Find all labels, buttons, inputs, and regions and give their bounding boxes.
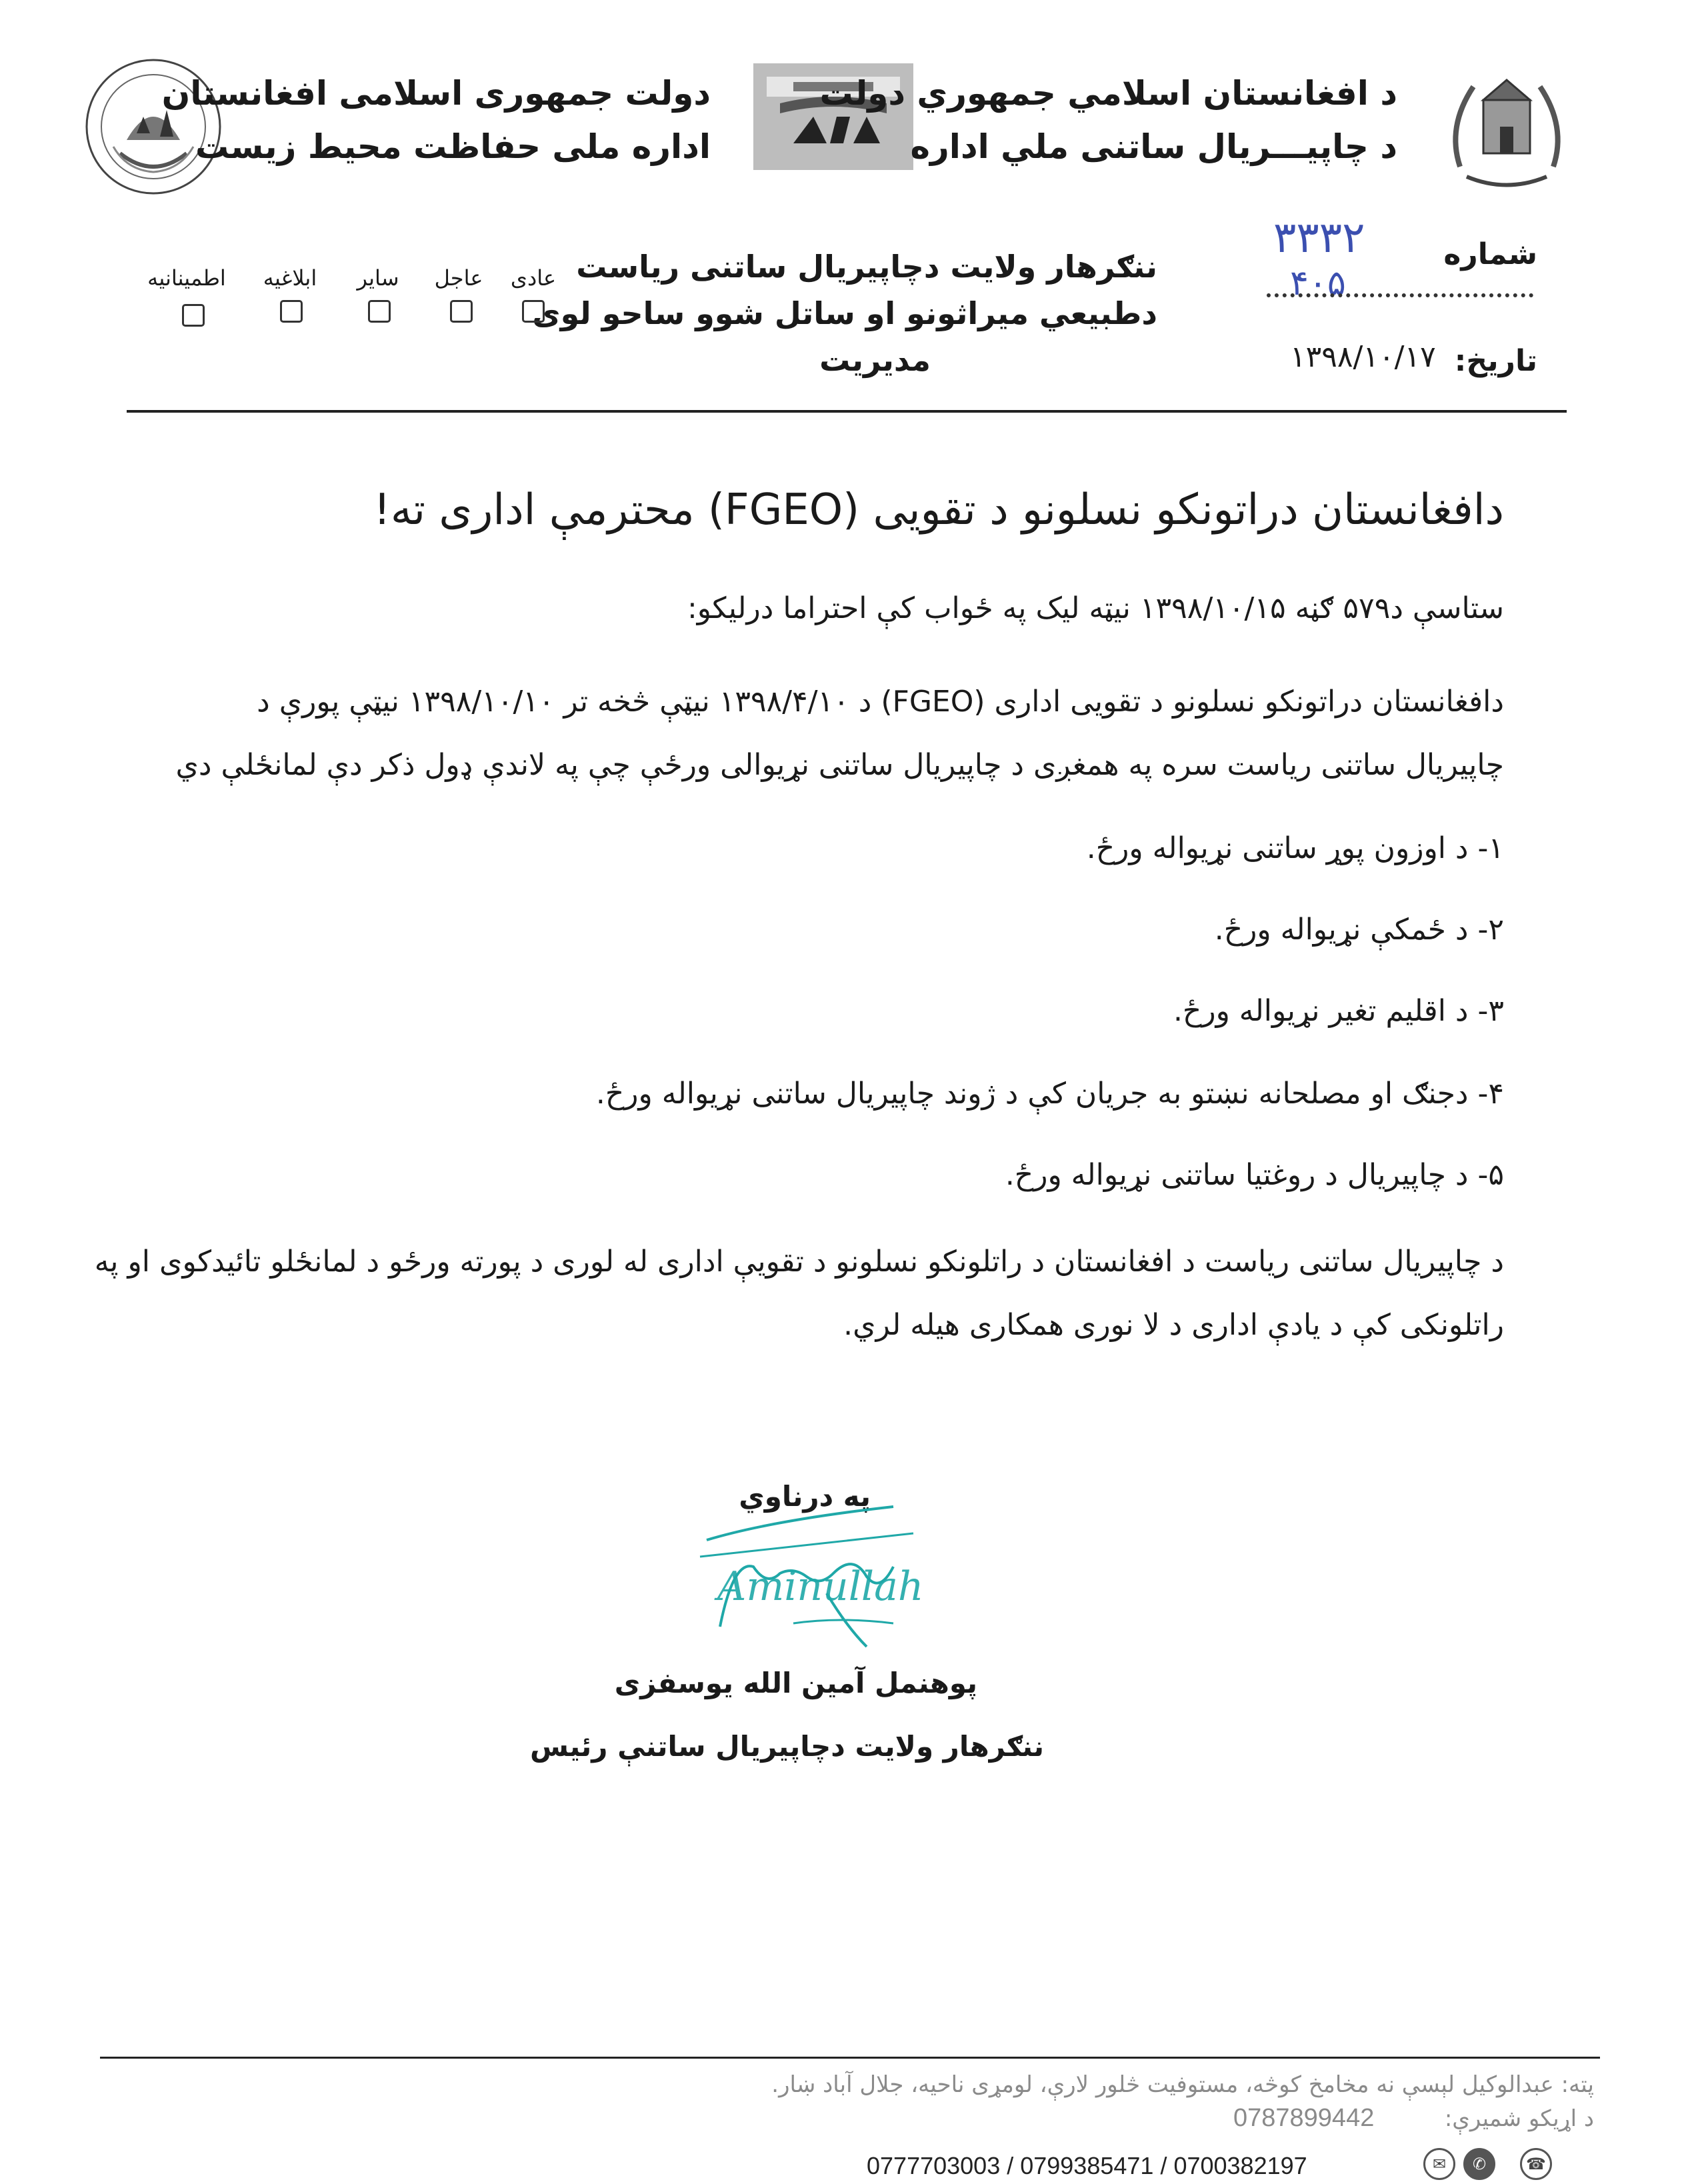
date-value: ۱۳۹۸/۱۰/۱۷ [1290,340,1436,374]
footer-address: پته: عبدالوکیل لېسې نه مخامخ کوڅه، مستوفیت څلور لارې، لومړی ناحیه، جلال آباد ښار. [771,2071,1594,2098]
list-item-2: ۲- د ځمکې نړیواله ورځ. [1214,913,1504,947]
priority-label-urgent: عاجل [434,265,483,291]
date-label: تاریخ: [1454,344,1537,378]
signature-text: Aminullah [717,1563,924,1610]
paragraph1-line2: چاپیریال ساتنی ریاست سره په همغږی د چاپیریال ساتنی نړیوالی ورځې چې په لاندې ډول ذکر دې لمانځلې دي [175,748,1504,782]
closing-line1: د چاپیریال ساتنی ریاست د افغانستان د راتلونکو نسلونو د تقویې اداری له لوری د پورته ورځو د لمانځلو تائیدکوی او په [94,1245,1504,1279]
recipient-line1: ننګرهار ولایت دچاپیریال ساتنی ریاست [576,249,1157,285]
closing-line2: راتلونکی کې د یادې اداری د لا نوری همکاری هیله لري. [843,1308,1504,1342]
priority-checkbox-other[interactable] [368,300,391,323]
footer-phone-numbers: 0777703003 / 0799385471 / 0700382197 [867,2152,1307,2179]
footer-contact-label: د اړیکو شمیرې: [1444,2105,1594,2132]
recipient-line3: مدیریت [819,342,931,378]
letter-heading: دافغانستان دراتونکو نسلونو د تقویی (FGEO) محترمې اداری ته! [373,485,1504,535]
message-icon: ✉ [1423,2148,1455,2180]
footer-divider [100,2057,1600,2059]
list-item-3: ۳- د اقلیم تغیر نړیواله ورځ. [1173,994,1504,1028]
priority-checkbox-assurance[interactable] [182,304,205,327]
header-right-line1: د افغانستان اسلامي جمهوري دولت [819,74,1397,113]
reference-line: ستاسې د۵۷۹ ګڼه ۱۳۹۸/۱۰/۱۵ نیټه لیک په ځواب کې احتراما درلیکو: [687,591,1504,625]
footer-contact-number: 0787899442 [1233,2104,1375,2132]
phone-icon: ☎ [1520,2148,1552,2180]
priority-label-assurance: اطمینانیه [147,265,226,291]
priority-checkbox-normal[interactable] [522,300,545,323]
afghanistan-national-emblem [1433,53,1580,200]
list-item-1: ۱- د اوزون پوړ ساتنی نړیواله ورځ. [1086,831,1504,865]
priority-checkbox-notice[interactable] [280,300,303,323]
priority-label-notice: ابلاغیه [263,265,317,291]
whatsapp-icon: ✆ [1463,2148,1495,2180]
handwritten-signature [693,1493,947,1653]
number-dotted-line [1267,293,1533,297]
header-right-line2: د چاپیـــریال ساتنی ملي اداره [910,127,1397,166]
list-item-5: ۵- د چاپیریال د روغتیا ساتنی نړیواله ورځ. [1005,1158,1504,1192]
signatory-name: پوهنمل آمین الله یوسفزی [614,1667,977,1699]
priority-label-other: سایر [357,265,399,291]
header-divider [127,410,1567,413]
header-left-line1: دولت جمهوری اسلامی افغانستان [161,74,711,113]
recipient-line2: دطبیعي میراثونو او ساتل شوو ساحو لوی [532,295,1157,331]
list-item-4: ۴- دجنګ او مصلحانه نښتو به جریان کې د ژوند چاپیریال ساتنی نړیواله ورځ. [595,1077,1504,1111]
number-label: شماره [1443,237,1537,271]
priority-checkbox-urgent[interactable] [450,300,473,323]
priority-label-normal: عادی [510,265,557,291]
salutation: په درناوي [739,1480,871,1513]
number-value: ۳۳۳۲ [1273,213,1365,263]
paragraph1-line1: دافغانستان دراتونکو نسلونو د تقویی اداری (FGEO) د ۱۳۹۸/۴/۱۰ نیټې څخه تر ۱۳۹۸/۱۰/۱۰ نیټې پورې د [257,685,1504,719]
signatory-title: ننګرهار ولایت دچاپیریال ساتنې رئیس [530,1730,1044,1763]
header-left-line2: اداره ملی حفاظت محیط زیست [195,127,711,166]
number-value-2: ۴۰۵ [1290,263,1346,303]
